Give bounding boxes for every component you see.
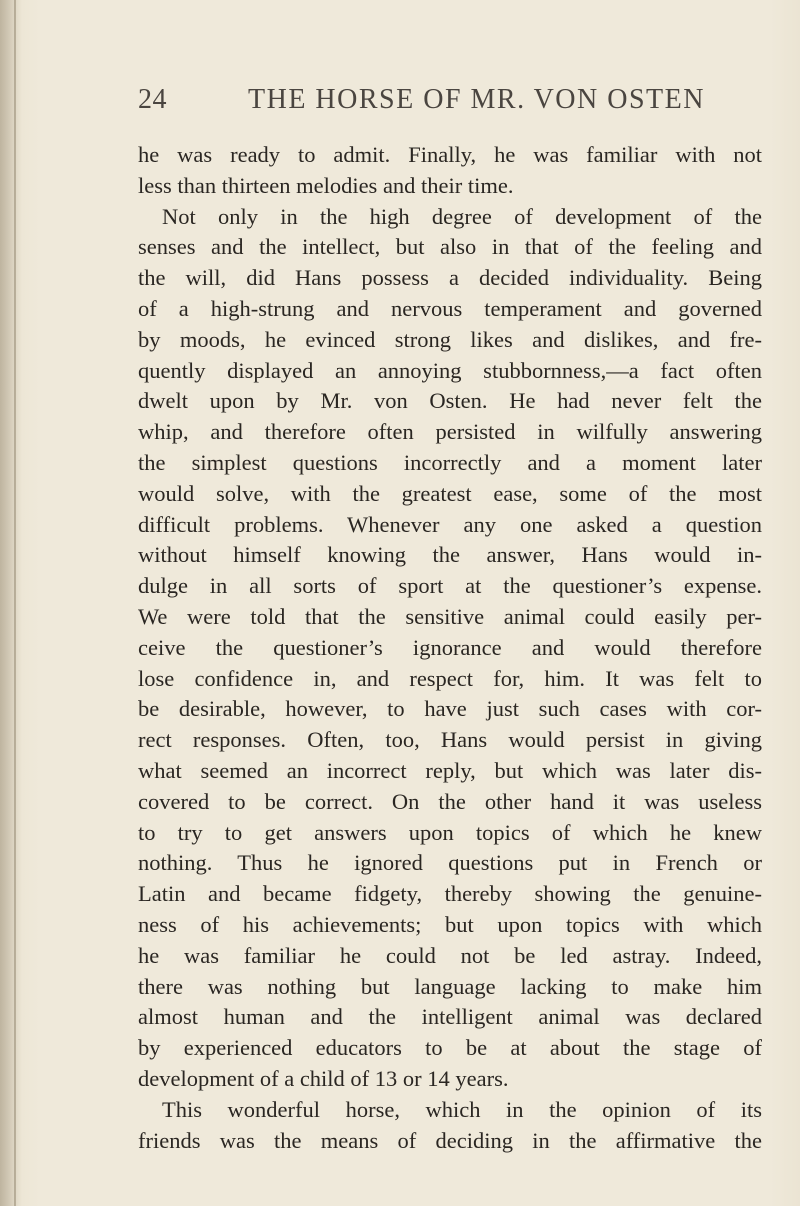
text-line: of a high-strung and nervous temperament and governed (138, 295, 762, 321)
text-line: whip, and therefore often persisted in wilfully answering (138, 419, 762, 445)
text-line: friends was the means of deciding in the affirmative the (138, 1127, 762, 1153)
text-line: covered to be correct. On the other hand it was useless (138, 788, 762, 814)
text-line: senses and the intellect, but also in that of the feeling and (138, 234, 762, 260)
text-line: without himself knowing the answer, Hans would in- (138, 542, 762, 568)
text-line: dwelt upon by Mr. von Osten. He had never felt the (138, 388, 762, 414)
text-line: there was nothing but language lacking to make him (138, 973, 762, 999)
text-line: ceive the questioner’s ignorance and would therefore (138, 634, 762, 660)
text-line: to try to get answers upon topics of which he knew (138, 819, 762, 845)
text-line: would solve, with the greatest ease, some of the most (138, 480, 762, 506)
page-header (138, 84, 705, 124)
text-line: quently displayed an annoying stubbornness,—a fact often (138, 357, 762, 383)
paragraph-start-line: Not only in the high degree of development of the (162, 203, 762, 229)
paragraph-start-line: This wonderful horse, which in the opinion of its (162, 1096, 762, 1122)
text-line: by experienced educators to be at about the stage of (138, 1035, 762, 1061)
text-line: development of a child of 13 or 14 years. (138, 1065, 509, 1091)
binding-shadow (0, 0, 22, 1206)
running-head: THE HORSE OF MR. VON OSTEN (248, 84, 705, 115)
text-line: Latin and became fidgety, thereby showing the genuine- (138, 881, 762, 907)
text-line: nothing. Thus he ignored questions put in French or (138, 850, 762, 876)
text-line: lose confidence in, and respect for, him. It was felt to (138, 665, 762, 691)
text-line: almost human and the intelligent animal was declared (138, 1004, 762, 1030)
page-number: 24 (138, 84, 167, 115)
body-text (138, 140, 762, 1156)
text-line: difficult problems. Whenever any one asked a question (138, 511, 762, 537)
text-line: the simplest questions incorrectly and a moment later (138, 449, 762, 475)
text-line: by moods, he evinced strong likes and dislikes, and fre- (138, 326, 762, 352)
text-line: rect responses. Often, too, Hans would persist in giving (138, 727, 762, 753)
text-line: what seemed an incorrect reply, but which was later dis- (138, 757, 762, 783)
text-line: he was ready to admit. Finally, he was familiar with not (138, 142, 762, 167)
text-line: We were told that the sensitive animal could easily per- (138, 603, 762, 629)
text-line: be desirable, however, to have just such cases with cor- (138, 696, 762, 722)
text-line: he was familiar he could not be led astray. Indeed, (138, 942, 762, 968)
binding-edge (14, 0, 16, 1206)
text-line: ness of his achievements; but upon topics with which (138, 911, 762, 937)
text-line: less than thirteen melodies and their time. (138, 172, 514, 198)
text-line: the will, did Hans possess a decided individuality. Being (138, 265, 762, 291)
text-line: dulge in all sorts of sport at the questioner’s expense. (138, 573, 762, 599)
